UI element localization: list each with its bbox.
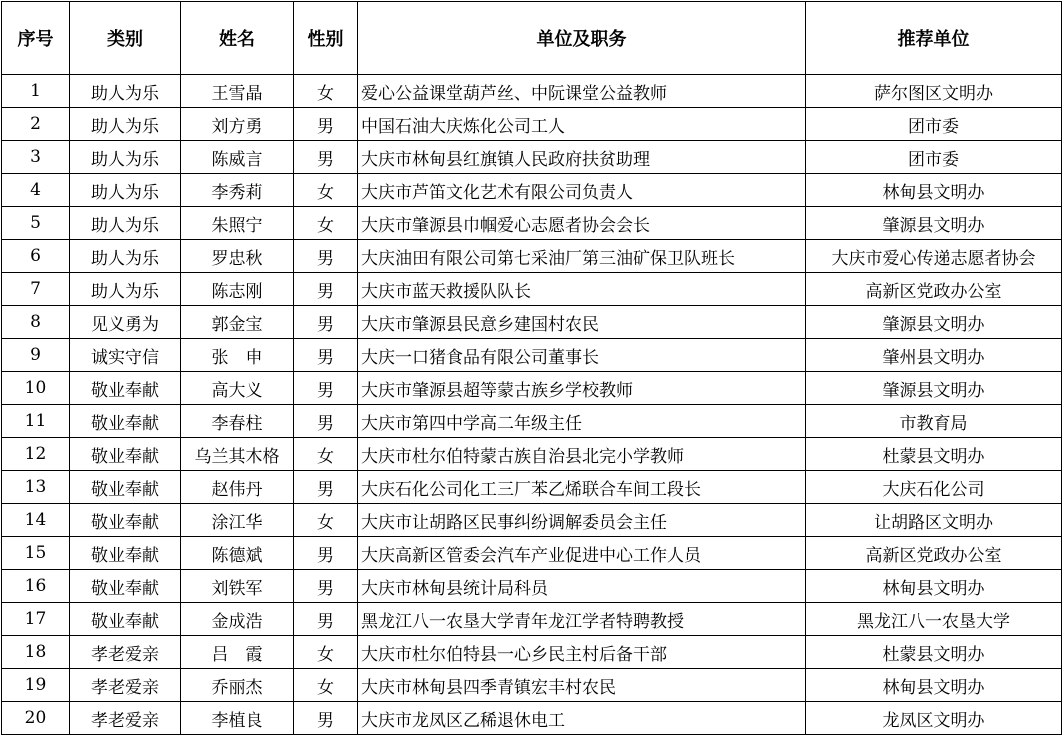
cell-name: 李春柱: [181, 405, 294, 438]
cell-name: 金成浩: [181, 603, 294, 636]
cell-recommender: 林甸县文明办: [806, 174, 1062, 207]
cell-position: 大庆市让胡路区民事纠纷调解委员会主任: [358, 504, 806, 537]
cell-category: 敬业奉献: [70, 438, 181, 471]
cell-name: 刘铁军: [181, 570, 294, 603]
cell-position: 大庆市肇源县巾帼爱心志愿者协会会长: [358, 207, 806, 240]
table-row: [2, 108, 1062, 141]
cell-recommender: 团市委: [806, 141, 1062, 174]
table-row: [2, 141, 1062, 174]
cell-seq: 9: [2, 339, 70, 372]
cell-name: 陈志刚: [181, 273, 294, 306]
cell-gender: 男: [294, 306, 358, 339]
cell-category: 孝老爱亲: [70, 702, 181, 735]
cell-position: 大庆市肇源县民意乡建国村农民: [358, 306, 806, 339]
cell-seq: 19: [2, 669, 70, 702]
cell-recommender: 杜蒙县文明办: [806, 438, 1062, 471]
cell-position: 大庆市龙凤区乙稀退休电工: [358, 702, 806, 735]
cell-category: 助人为乐: [70, 75, 181, 108]
table-row: [2, 636, 1062, 669]
cell-recommender: 肇源县文明办: [806, 207, 1062, 240]
table-row: [2, 570, 1062, 603]
cell-seq: 13: [2, 471, 70, 504]
cell-category: 助人为乐: [70, 207, 181, 240]
table-row: [2, 471, 1062, 504]
cell-gender: 女: [294, 75, 358, 108]
cell-recommender: 杜蒙县文明办: [806, 636, 1062, 669]
cell-name: 陈威言: [181, 141, 294, 174]
cell-recommender: 肇源县文明办: [806, 372, 1062, 405]
table-row: [2, 207, 1062, 240]
cell-gender: 女: [294, 669, 358, 702]
cell-recommender: 让胡路区文明办: [806, 504, 1062, 537]
cell-name: 李植良: [181, 702, 294, 735]
cell-position: 大庆高新区管委会汽车产业促进中心工作人员: [358, 537, 806, 570]
cell-category: 敬业奉献: [70, 603, 181, 636]
cell-gender: 男: [294, 339, 358, 372]
cell-recommender: 黑龙江八一农垦大学: [806, 603, 1062, 636]
cell-seq: 1: [2, 75, 70, 108]
cell-name: 高大义: [181, 372, 294, 405]
nominee-table: [1, 1, 1062, 735]
cell-position: 大庆市林甸县四季青镇宏丰村农民: [358, 669, 806, 702]
cell-gender: 男: [294, 240, 358, 273]
cell-category: 敬业奉献: [70, 405, 181, 438]
table-row: [2, 702, 1062, 735]
cell-recommender: 大庆市爱心传递志愿者协会: [806, 240, 1062, 273]
cell-gender: 男: [294, 570, 358, 603]
cell-position: 大庆市第四中学高二年级主任: [358, 405, 806, 438]
cell-seq: 16: [2, 570, 70, 603]
header-row: [2, 2, 1062, 75]
cell-gender: 男: [294, 405, 358, 438]
table-row: [2, 537, 1062, 570]
table-row: [2, 504, 1062, 537]
cell-position: 中国石油大庆炼化公司工人: [358, 108, 806, 141]
cell-recommender: 高新区党政办公室: [806, 273, 1062, 306]
cell-seq: 18: [2, 636, 70, 669]
cell-recommender: 肇州县文明办: [806, 339, 1062, 372]
cell-category: 敬业奉献: [70, 537, 181, 570]
table-row: [2, 174, 1062, 207]
table-row: [2, 240, 1062, 273]
cell-position: 大庆市林甸县统计局科员: [358, 570, 806, 603]
cell-gender: 女: [294, 207, 358, 240]
cell-position: 大庆市肇源县超等蒙古族乡学校教师: [358, 372, 806, 405]
cell-category: 敬业奉献: [70, 570, 181, 603]
cell-seq: 15: [2, 537, 70, 570]
cell-recommender: 龙凤区文明办: [806, 702, 1062, 735]
header-recommender: 推荐单位: [806, 2, 1062, 75]
cell-seq: 14: [2, 504, 70, 537]
cell-name: 赵伟丹: [181, 471, 294, 504]
cell-category: 敬业奉献: [70, 471, 181, 504]
table-header: [2, 2, 1062, 75]
table-row: [2, 273, 1062, 306]
header-name: 姓名: [181, 2, 294, 75]
cell-position: 爱心公益课堂葫芦丝、中阮课堂公益教师: [358, 75, 806, 108]
cell-position: 大庆市芦笛文化艺术有限公司负责人: [358, 174, 806, 207]
table-row: [2, 438, 1062, 471]
cell-seq: 2: [2, 108, 70, 141]
cell-name: 李秀莉: [181, 174, 294, 207]
cell-seq: 4: [2, 174, 70, 207]
cell-recommender: 肇源县文明办: [806, 306, 1062, 339]
cell-recommender: 林甸县文明办: [806, 570, 1062, 603]
cell-seq: 12: [2, 438, 70, 471]
cell-recommender: 大庆石化公司: [806, 471, 1062, 504]
cell-gender: 男: [294, 471, 358, 504]
cell-category: 助人为乐: [70, 174, 181, 207]
table-row: [2, 339, 1062, 372]
cell-recommender: 林甸县文明办: [806, 669, 1062, 702]
header-seq: 序号: [2, 2, 70, 75]
table-row: [2, 603, 1062, 636]
cell-category: 孝老爱亲: [70, 669, 181, 702]
cell-gender: 男: [294, 108, 358, 141]
cell-name: 陈德斌: [181, 537, 294, 570]
cell-seq: 11: [2, 405, 70, 438]
table-row: [2, 372, 1062, 405]
cell-position: 大庆一口猪食品有限公司董事长: [358, 339, 806, 372]
cell-gender: 男: [294, 273, 358, 306]
header-gender: 性别: [294, 2, 358, 75]
header-category: 类别: [70, 2, 181, 75]
table-row: [2, 669, 1062, 702]
cell-gender: 男: [294, 603, 358, 636]
header-position: 单位及职务: [358, 2, 806, 75]
cell-seq: 20: [2, 702, 70, 735]
cell-name: 罗忠秋: [181, 240, 294, 273]
cell-position: 大庆市杜尔伯特蒙古族自治县北完小学教师: [358, 438, 806, 471]
cell-name: 涂江华: [181, 504, 294, 537]
cell-position: 黑龙江八一农垦大学青年龙江学者特聘教授: [358, 603, 806, 636]
cell-seq: 3: [2, 141, 70, 174]
cell-seq: 7: [2, 273, 70, 306]
cell-category: 助人为乐: [70, 108, 181, 141]
cell-recommender: 萨尔图区文明办: [806, 75, 1062, 108]
cell-category: 助人为乐: [70, 141, 181, 174]
cell-name: 刘方勇: [181, 108, 294, 141]
cell-gender: 女: [294, 438, 358, 471]
cell-category: 孝老爱亲: [70, 636, 181, 669]
cell-name: 王雪晶: [181, 75, 294, 108]
cell-position: 大庆市蓝天救援队队长: [358, 273, 806, 306]
table-row: [2, 75, 1062, 108]
cell-gender: 男: [294, 702, 358, 735]
cell-recommender: 市教育局: [806, 405, 1062, 438]
cell-name: 郭金宝: [181, 306, 294, 339]
cell-name: 朱照宁: [181, 207, 294, 240]
cell-category: 敬业奉献: [70, 372, 181, 405]
cell-name: 吕 霞: [181, 636, 294, 669]
cell-name: 乌兰其木格: [181, 438, 294, 471]
table-row: [2, 306, 1062, 339]
cell-category: 诚实守信: [70, 339, 181, 372]
cell-seq: 10: [2, 372, 70, 405]
cell-position: 大庆油田有限公司第七采油厂第三油矿保卫队班长: [358, 240, 806, 273]
cell-position: 大庆石化公司化工三厂苯乙烯联合车间工段长: [358, 471, 806, 504]
cell-gender: 男: [294, 141, 358, 174]
cell-gender: 男: [294, 537, 358, 570]
cell-recommender: 高新区党政办公室: [806, 537, 1062, 570]
cell-seq: 8: [2, 306, 70, 339]
cell-gender: 女: [294, 636, 358, 669]
cell-position: 大庆市林甸县红旗镇人民政府扶贫助理: [358, 141, 806, 174]
cell-name: 乔丽杰: [181, 669, 294, 702]
cell-category: 助人为乐: [70, 240, 181, 273]
cell-position: 大庆市杜尔伯特县一心乡民主村后备干部: [358, 636, 806, 669]
cell-category: 见义勇为: [70, 306, 181, 339]
table-body: [2, 75, 1062, 735]
cell-category: 助人为乐: [70, 273, 181, 306]
cell-seq: 6: [2, 240, 70, 273]
table-row: [2, 405, 1062, 438]
cell-recommender: 团市委: [806, 108, 1062, 141]
cell-gender: 女: [294, 504, 358, 537]
cell-category: 敬业奉献: [70, 504, 181, 537]
cell-seq: 17: [2, 603, 70, 636]
cell-gender: 男: [294, 372, 358, 405]
cell-name: 张 申: [181, 339, 294, 372]
cell-gender: 女: [294, 174, 358, 207]
cell-seq: 5: [2, 207, 70, 240]
